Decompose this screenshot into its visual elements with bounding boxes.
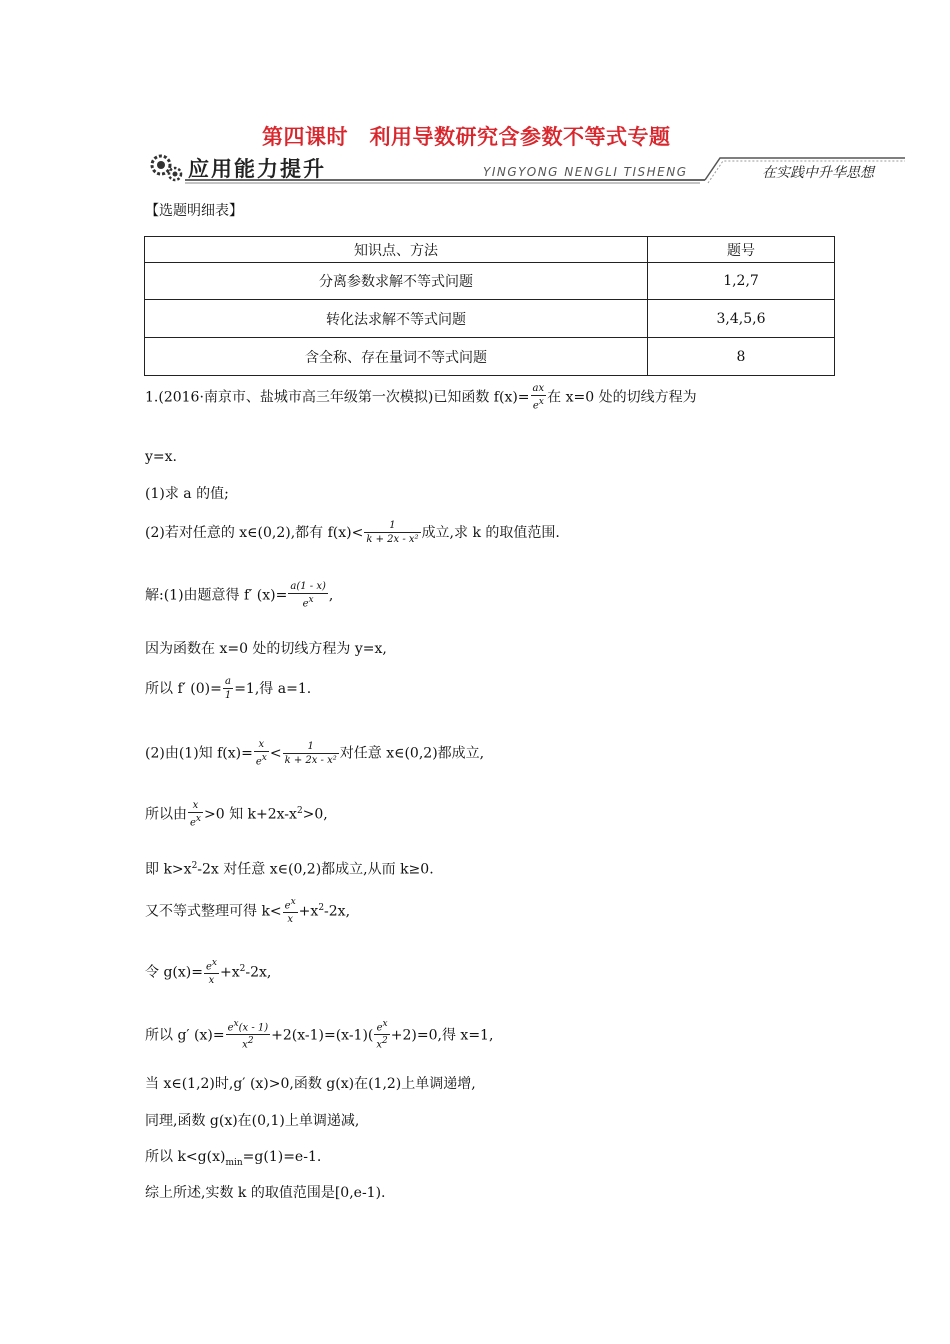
fraction: $\frac{x}{e^x}$ [190, 800, 201, 829]
fraction: $\frac{ax}{e^x}$ [532, 383, 545, 412]
fraction: $\frac{1}{\text{k + 2x - x²}}$ [284, 740, 337, 766]
gear-icon [152, 156, 181, 180]
fraction: $\frac{1}{\text{k + 2x - x²}}$ [366, 520, 419, 545]
section-banner-title: 应用能力提升 [188, 157, 326, 181]
section-banner-pinyin: YINGYONG NENGLI TISHENG [483, 165, 688, 179]
solution-line: (2)由(1)知 f(x)= $\frac{x}{e^x}$ < $\frac{1}{\text{k + 2x - x²}}$ 对任意 x∈(0,2)都成立, [145, 739, 485, 768]
table-cell: 3,4,5,6 [648, 300, 835, 338]
table-cell: 8 [648, 338, 835, 376]
solution-line: 又不等式整理可得 k< $\frac{e^x}{x}$ $+x^2-2x$, [145, 897, 351, 926]
solution-line: 因为函数在 x=0 处的切线方程为 y=x, [145, 641, 387, 657]
fraction: $\frac{e^x}{x^2}$ [376, 1019, 388, 1051]
solution-line: 解:(1)由题意得 f′ (x)= $\frac{a(1 - x)}{e^x}$ , [145, 581, 334, 610]
solution-line: 当 x∈(1,2)时,g′ (x)>0,函数 g(x)在(1,2)上单调递增, [145, 1076, 476, 1092]
fraction: $\frac{a(1 - x)}{e^x}$ [290, 581, 326, 610]
table-row [145, 338, 835, 376]
table-row [145, 300, 835, 338]
solution-line: 所以 f′ (0)= $\frac{a}{1}$ =1,得 a=1. [145, 676, 312, 701]
fraction: $\frac{e^x(x - 1)}{x^2}$ [227, 1019, 269, 1051]
table-cell: 转化法求解不等式问题 [145, 300, 648, 338]
solution-line: 所以由 $\frac{x}{e^x}$ >0 知 $k+2x-x^2>0$, [145, 800, 328, 829]
topic-table [144, 236, 835, 376]
solution-line: 同理,函数 g(x)在(0,1)上单调递减, [145, 1113, 360, 1129]
problem-part-2: (2)若对任意的 x∈(0,2),都有 f(x)< $\frac{1}{\text{k + 2x - x²}}$ 成立,求 k 的取值范围. [145, 520, 560, 545]
solution-line: 令 g(x)= $\frac{e^x}{x}$ $+x^2-2x$, [145, 958, 272, 987]
fraction: $\frac{x}{e^x}$ [255, 739, 267, 768]
solution-line: 即 $k>x^2-2x$ 对任意 x∈(0,2)都成立,从而 k≥0. [145, 861, 434, 878]
fraction: $\frac{e^x}{x}$ [205, 958, 217, 987]
table-caption: 【选题明细表】 [145, 203, 243, 219]
table-cell: 分离参数求解不等式问题 [145, 263, 648, 300]
page-title: 第四课时 利用导数研究含参数不等式专题 [262, 125, 671, 149]
table-header-cell: 知识点、方法 [145, 237, 648, 263]
section-banner-slogan: 在实践中升华思想 [762, 165, 874, 181]
table-row [145, 263, 835, 300]
fraction: $\frac{a}{1}$ [224, 676, 232, 701]
table-cell: 1,2,7 [648, 263, 835, 300]
problem-stem-cont: y=x. [145, 449, 177, 465]
table-header-row [145, 237, 835, 263]
solution-line: 所以 g′ (x)= $\frac{e^x(x - 1)}{x^2}$ +2(x-1)=(x-1)( $\frac{e^x}{x^2}$ +2)=0,得 x=1, [145, 1019, 494, 1051]
problem-part-1: (1)求 a 的值; [145, 486, 229, 502]
fraction: $\frac{e^x}{x}$ [284, 897, 296, 926]
solution-line: 所以 $k<g(x)_{min}=g(1)=e-1$. [145, 1149, 322, 1168]
problem-stem: 1.(2016·南京市、盐城市高三年级第一次模拟)已知函数 f(x)= $\frac{ax}{e^x}$ 在 x=0 处的切线方程为 [145, 383, 697, 412]
table-header-cell: 题号 [648, 237, 835, 263]
table-cell: 含全称、存在量词不等式问题 [145, 338, 648, 376]
solution-line: 综上所述,实数 k 的取值范围是[0,e-1). [145, 1185, 386, 1201]
